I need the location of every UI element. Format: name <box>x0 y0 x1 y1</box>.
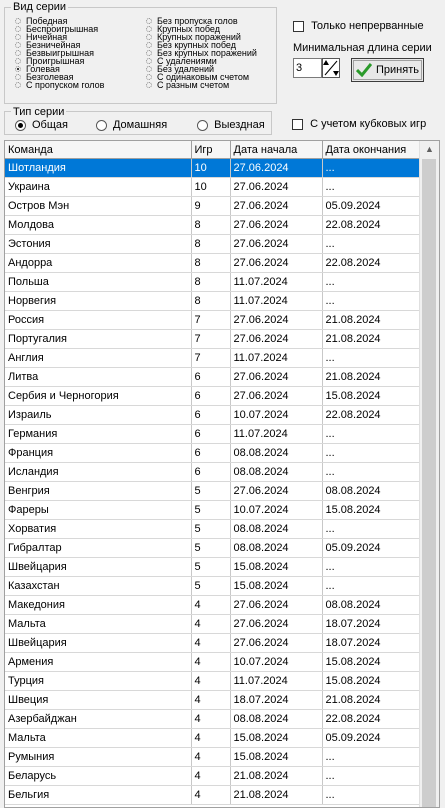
table-cell: Македония <box>5 596 191 615</box>
table-cell: 6 <box>191 387 230 406</box>
table-row[interactable] <box>5 482 420 501</box>
apply-button[interactable] <box>351 58 424 82</box>
radio-indicator[interactable] <box>197 120 208 131</box>
table-cell: 6 <box>191 425 230 444</box>
table-row[interactable] <box>5 387 420 406</box>
table-cell: Швейцария <box>5 558 191 577</box>
table-cell: 5 <box>191 482 230 501</box>
table-cell: Азербайджан <box>5 710 191 729</box>
table-cell: 15.08.2024 <box>322 672 420 691</box>
table-cell: 6 <box>191 444 230 463</box>
table-cell: 08.08.2024 <box>322 482 420 501</box>
table-cell: 22.08.2024 <box>322 254 420 273</box>
table-cell: Остров Мэн <box>5 197 191 216</box>
option-label: Домашняя <box>112 119 168 131</box>
series-table[interactable] <box>4 140 440 808</box>
radio-indicator[interactable] <box>146 66 152 72</box>
table-cell: 7 <box>191 330 230 349</box>
table-header <box>5 141 420 159</box>
table-row[interactable] <box>5 520 420 539</box>
table-cell: 05.09.2024 <box>322 729 420 748</box>
table-cell: 08.08.2024 <box>230 539 322 558</box>
radio-indicator[interactable] <box>15 66 21 72</box>
table-row[interactable] <box>5 425 420 444</box>
table-cell: Армения <box>5 653 191 672</box>
table-row[interactable] <box>5 501 420 520</box>
option-label: Без крупных поражений <box>157 48 257 58</box>
table-cell: ... <box>322 273 420 292</box>
table-cell: Румыния <box>5 748 191 767</box>
min-length-label: Минимальная длина серии <box>293 42 432 54</box>
radio-indicator[interactable] <box>146 58 152 64</box>
table-cell: 08.08.2024 <box>230 463 322 482</box>
option-label: С удалениями <box>157 56 217 66</box>
table-cell: ... <box>322 577 420 596</box>
table-row[interactable] <box>5 292 420 311</box>
radio-indicator[interactable] <box>15 50 21 56</box>
option-label: Проигрышная <box>26 56 85 66</box>
table-cell: 6 <box>191 406 230 425</box>
table-cell: 11.07.2024 <box>230 425 322 444</box>
table-cell: 18.07.2024 <box>322 634 420 653</box>
table-cell: Франция <box>5 444 191 463</box>
radio-indicator[interactable] <box>15 34 21 40</box>
table-cell: Беларусь <box>5 767 191 786</box>
table-cell: 4 <box>191 691 230 710</box>
table-cell: 08.08.2024 <box>230 444 322 463</box>
table-cell: 05.09.2024 <box>322 539 420 558</box>
table-cell: 15.08.2024 <box>230 577 322 596</box>
table-cell: 22.08.2024 <box>322 216 420 235</box>
table-cell: 15.08.2024 <box>230 558 322 577</box>
column-header[interactable]: Дата окончания <box>322 141 420 159</box>
table-cell: 21.08.2024 <box>322 330 420 349</box>
table-cell: 27.06.2024 <box>230 387 322 406</box>
table-cell: 8 <box>191 216 230 235</box>
table-cell: 10.07.2024 <box>230 501 322 520</box>
option-label: Крупных побед <box>157 24 220 34</box>
radio-indicator[interactable] <box>15 42 21 48</box>
cup-games-label: С учетом кубковых игр <box>310 118 427 130</box>
table-row[interactable] <box>5 406 420 425</box>
radio-indicator[interactable] <box>15 18 21 24</box>
series-kind-title: Вид серии <box>13 1 66 13</box>
table-cell: Бельгия <box>5 786 191 805</box>
table-cell: Мальта <box>5 729 191 748</box>
table-cell: 27.06.2024 <box>230 634 322 653</box>
table-cell: ... <box>322 463 420 482</box>
table-row[interactable] <box>5 710 420 729</box>
table-cell: 27.06.2024 <box>230 159 322 178</box>
table-row[interactable] <box>5 596 420 615</box>
table-row[interactable] <box>5 254 420 273</box>
series-kind-right-column <box>146 17 257 89</box>
min-length-spin-buttons[interactable] <box>322 58 340 78</box>
table-cell: 4 <box>191 653 230 672</box>
table-cell: Мальта <box>5 615 191 634</box>
table-cell: 11.07.2024 <box>230 273 322 292</box>
table-cell: Литва <box>5 368 191 387</box>
table-cell: 15.08.2024 <box>230 748 322 767</box>
table-cell: ... <box>322 444 420 463</box>
table-cell: 27.06.2024 <box>230 368 322 387</box>
series-kind-group <box>4 1 277 104</box>
table-cell: 27.06.2024 <box>230 330 322 349</box>
table-cell: ... <box>322 558 420 577</box>
table-row[interactable] <box>5 444 420 463</box>
table-cell: Израиль <box>5 406 191 425</box>
table-row[interactable] <box>5 349 420 368</box>
table-row[interactable] <box>5 615 420 634</box>
table-cell: 4 <box>191 596 230 615</box>
option-label: С разным счетом <box>157 80 230 90</box>
table-cell: 5 <box>191 501 230 520</box>
table-cell: 15.08.2024 <box>322 653 420 672</box>
option-label: Выездная <box>214 119 265 131</box>
table-cell: 21.08.2024 <box>322 691 420 710</box>
table-row[interactable] <box>5 748 420 767</box>
table-cell: ... <box>322 520 420 539</box>
option-label: Беспроигрышная <box>26 24 99 34</box>
table-cell: ... <box>322 786 420 805</box>
table-cell: ... <box>322 767 420 786</box>
option-label: Голевая <box>26 64 60 74</box>
table-cell: Андорра <box>5 254 191 273</box>
table-cell: 15.08.2024 <box>230 729 322 748</box>
table-cell: 6 <box>191 368 230 387</box>
option-label: Без пропуска голов <box>157 16 238 26</box>
scroll-up-icon[interactable]: ▲ <box>425 144 434 154</box>
radio-indicator[interactable] <box>15 74 21 80</box>
option-label: Безничейная <box>26 40 81 50</box>
table-cell: 4 <box>191 634 230 653</box>
table-row[interactable] <box>5 672 420 691</box>
table-cell: 27.06.2024 <box>230 311 322 330</box>
only-continuous-box[interactable] <box>293 21 304 32</box>
vertical-scrollbar[interactable] <box>419 141 439 807</box>
table-cell: 08.08.2024 <box>230 710 322 729</box>
table-cell: Эстония <box>5 235 191 254</box>
table-cell: Казахстан <box>5 577 191 596</box>
table-cell: 4 <box>191 748 230 767</box>
table-row[interactable] <box>5 767 420 786</box>
series-type-title: Тип серии <box>13 106 65 118</box>
table-cell: 8 <box>191 273 230 292</box>
table-cell: 18.07.2024 <box>230 691 322 710</box>
table-cell: Швейцария <box>5 634 191 653</box>
radio-indicator[interactable] <box>146 50 152 56</box>
min-length-spinner[interactable] <box>293 58 341 78</box>
table-cell: Польша <box>5 273 191 292</box>
table-row[interactable] <box>5 235 420 254</box>
table-cell: 10.07.2024 <box>230 653 322 672</box>
table-cell: 15.08.2024 <box>322 387 420 406</box>
table-cell: 08.08.2024 <box>230 520 322 539</box>
radio-indicator[interactable] <box>146 18 152 24</box>
radio-indicator[interactable] <box>146 34 152 40</box>
table-row[interactable] <box>5 729 420 748</box>
table-cell: 5 <box>191 558 230 577</box>
radio-indicator[interactable] <box>15 120 26 131</box>
table-cell: Украина <box>5 178 191 197</box>
table-cell: 4 <box>191 710 230 729</box>
table-cell: 5 <box>191 520 230 539</box>
table-row[interactable] <box>5 558 420 577</box>
option-label: Победная <box>26 16 68 26</box>
table-cell: Англия <box>5 349 191 368</box>
table-cell: 11.07.2024 <box>230 292 322 311</box>
table-cell: 10 <box>191 178 230 197</box>
radio-indicator[interactable] <box>15 82 21 88</box>
table-cell: Норвегия <box>5 292 191 311</box>
only-continuous-label: Только непрерванные <box>311 20 424 32</box>
min-length-input[interactable] <box>293 58 322 78</box>
table-cell: 05.09.2024 <box>322 197 420 216</box>
table-cell: 27.06.2024 <box>230 482 322 501</box>
table-row[interactable] <box>5 577 420 596</box>
table-cell: 4 <box>191 786 230 805</box>
table-row[interactable] <box>5 634 420 653</box>
table-cell: 11.07.2024 <box>230 672 322 691</box>
table-cell: ... <box>322 178 420 197</box>
table-cell: 21.08.2024 <box>322 311 420 330</box>
table-cell: ... <box>322 349 420 368</box>
table-cell: 7 <box>191 311 230 330</box>
table-cell: ... <box>322 159 420 178</box>
table-cell: Португалия <box>5 330 191 349</box>
radio-indicator[interactable] <box>146 26 152 32</box>
series-type-group <box>4 106 272 135</box>
column-header[interactable]: Игр <box>191 141 230 159</box>
option-label: Безвыигрышная <box>26 48 94 58</box>
table-cell: 8 <box>191 235 230 254</box>
table-cell: 27.06.2024 <box>230 596 322 615</box>
table-cell: 4 <box>191 767 230 786</box>
table-cell: 8 <box>191 292 230 311</box>
table-cell: 15.08.2024 <box>322 501 420 520</box>
table-cell: Сербия и Черногория <box>5 387 191 406</box>
apply-button-label: Принять <box>376 64 419 76</box>
table-cell: Исландия <box>5 463 191 482</box>
table-cell: Россия <box>5 311 191 330</box>
table-cell: ... <box>322 748 420 767</box>
table-cell: 27.06.2024 <box>230 216 322 235</box>
table-cell: Шотландия <box>5 159 191 178</box>
column-header[interactable]: Команда <box>5 141 191 159</box>
only-continuous-checkbox[interactable] <box>293 20 424 32</box>
table-row[interactable] <box>5 178 420 197</box>
table-cell: ... <box>322 425 420 444</box>
series-type-option[interactable] <box>15 119 68 131</box>
table-cell: 7 <box>191 349 230 368</box>
option-label: Ничейная <box>26 32 68 42</box>
table-cell: 4 <box>191 672 230 691</box>
table-cell: 21.08.2024 <box>230 767 322 786</box>
table-row[interactable] <box>5 159 420 178</box>
table-cell: 5 <box>191 577 230 596</box>
table-cell: 27.06.2024 <box>230 178 322 197</box>
table-cell: 27.06.2024 <box>230 235 322 254</box>
table-cell: 10 <box>191 159 230 178</box>
table-cell: Венгрия <box>5 482 191 501</box>
table-cell: Швеция <box>5 691 191 710</box>
series-kind-option[interactable] <box>15 81 104 89</box>
option-label: Без крупных побед <box>157 40 236 50</box>
table-cell: Германия <box>5 425 191 444</box>
table-row[interactable] <box>5 311 420 330</box>
radio-indicator[interactable] <box>146 74 152 80</box>
table-cell: 21.08.2024 <box>322 368 420 387</box>
spin-arrows-icon <box>323 59 339 77</box>
table-row[interactable] <box>5 691 420 710</box>
table-cell: 18.07.2024 <box>322 615 420 634</box>
scrollbar-thumb[interactable] <box>422 159 436 808</box>
table-row[interactable] <box>5 463 420 482</box>
series-kind-left-column <box>15 17 104 89</box>
radio-indicator[interactable] <box>15 26 21 32</box>
option-label: С пропуском голов <box>26 80 105 90</box>
option-label: Общая <box>32 119 68 131</box>
table-cell: ... <box>322 292 420 311</box>
table-row[interactable] <box>5 539 420 558</box>
option-label: Без удалений <box>157 64 215 74</box>
radio-indicator[interactable] <box>146 42 152 48</box>
table-row[interactable] <box>5 653 420 672</box>
table-cell: 22.08.2024 <box>322 710 420 729</box>
radio-indicator[interactable] <box>15 58 21 64</box>
table-cell: 9 <box>191 197 230 216</box>
table-cell: 27.06.2024 <box>230 197 322 216</box>
table-row[interactable] <box>5 330 420 349</box>
table-cell: 22.08.2024 <box>322 406 420 425</box>
table-cell: 08.08.2024 <box>322 596 420 615</box>
table-row[interactable] <box>5 273 420 292</box>
series-type-option[interactable] <box>197 119 265 131</box>
table-cell: Фареры <box>5 501 191 520</box>
table-cell: 5 <box>191 539 230 558</box>
table-cell: Гибралтар <box>5 539 191 558</box>
table-row[interactable] <box>5 197 420 216</box>
option-label: С одинаковым счетом <box>157 72 250 82</box>
table-cell: 21.08.2024 <box>230 786 322 805</box>
table-row[interactable] <box>5 216 420 235</box>
table-cell: 4 <box>191 729 230 748</box>
table-row[interactable] <box>5 368 420 387</box>
table-cell: 10.07.2024 <box>230 406 322 425</box>
table-cell: 27.06.2024 <box>230 254 322 273</box>
option-label: Безголевая <box>26 72 74 82</box>
table-cell: 4 <box>191 615 230 634</box>
table-row[interactable] <box>5 786 420 805</box>
series-kind-option[interactable] <box>146 81 257 89</box>
series-type-option[interactable] <box>96 119 167 131</box>
option-label: Крупных поражений <box>157 32 241 42</box>
table-cell: Молдова <box>5 216 191 235</box>
table-cell: 8 <box>191 254 230 273</box>
table-cell: ... <box>322 235 420 254</box>
check-icon <box>356 63 372 77</box>
series-type-options <box>15 119 265 131</box>
table-cell: Турция <box>5 672 191 691</box>
radio-indicator[interactable] <box>96 120 107 131</box>
cup-games-box[interactable] <box>292 119 303 130</box>
radio-indicator[interactable] <box>146 82 152 88</box>
cup-games-checkbox[interactable] <box>292 118 426 130</box>
table-cell: 11.07.2024 <box>230 349 322 368</box>
table-cell: Хорватия <box>5 520 191 539</box>
column-header[interactable]: Дата начала <box>230 141 322 159</box>
table-cell: 6 <box>191 463 230 482</box>
table-cell: 27.06.2024 <box>230 615 322 634</box>
